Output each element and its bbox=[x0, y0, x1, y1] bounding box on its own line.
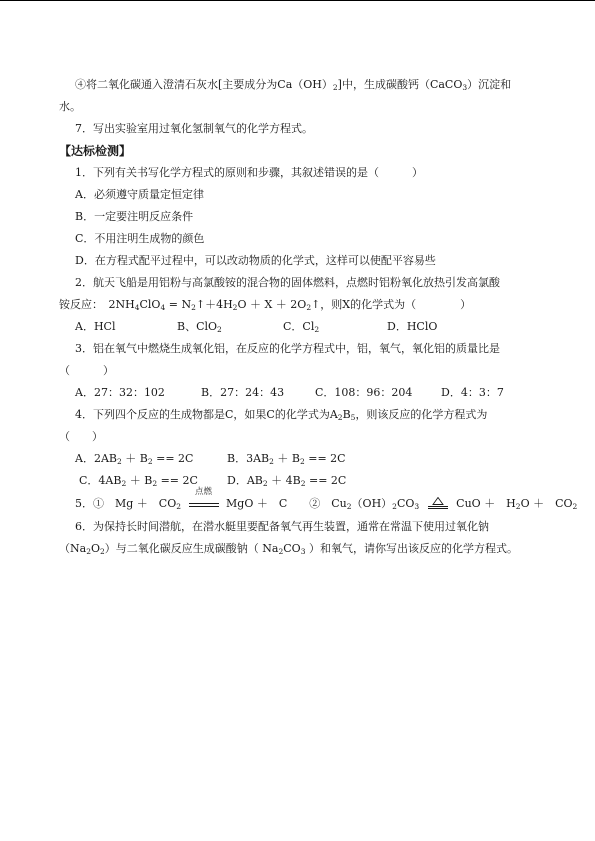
question-1: 1．下列有关书写化学方程式的原则和步骤，其叙述错误的是（ ） bbox=[75, 166, 423, 179]
question-3-line1: 3．铝在氧气中燃烧生成氧化铝，在反应的化学方程式中，铝，氧气，氧化铝的质量比是 bbox=[75, 342, 500, 355]
question-1-option-a: A．必须遵守质量定恒定律 bbox=[75, 188, 204, 201]
question-4-line1: 4．下列四个反应的生成物都是C，如果C的化学式为$A_2B_5$，则该反应的化学方程式为 bbox=[75, 408, 488, 422]
question-4-option-a: A．$2AB_2 + B_2 == 2C$ bbox=[75, 452, 194, 466]
question-3-option-a: A．27：32：102 bbox=[75, 386, 165, 399]
question-3-line2: （ ） bbox=[59, 364, 114, 377]
question-2-line1: 2．航天飞船是用铝粉与高氯酸铵的混合物的固体燃料，点燃时铝粉氧化放热引发高氯酸 bbox=[75, 276, 500, 289]
section-heading: 【达标检测】 bbox=[59, 144, 132, 158]
question-6-line1: 6．为保持长时间潜航，在潜水艇里要配备氧气再生装置，通常在常温下使用过氧化钠 bbox=[75, 520, 489, 533]
text-line-item4: ④将二氧化碳通入澄清石灰水[主要成分为$Ca(OH)_2$]中，生成碳酸钙（CaCO$_3$）沉淀和 bbox=[75, 78, 512, 92]
question-2-option-c: C．$Cl_2$ bbox=[283, 320, 320, 334]
page-top-rule bbox=[0, 0, 595, 1]
double-line-sign bbox=[189, 503, 219, 507]
question-1-option-d: D．在方程式配平过程中，可以改动物质的化学式，这样可以使配平容易些 bbox=[75, 254, 436, 267]
question-3-option-c: C．108：96：204 bbox=[315, 386, 413, 399]
question-2-option-a: A．HCl bbox=[75, 320, 116, 333]
question-6-line2: $(Na_2O_2)$与二氧化碳反应生成碳酸钠（ $Na_2CO_3$ ）和氧气，请你写出该反应的化学方程式。 bbox=[59, 542, 518, 556]
question-7: 7．写出实验室用过氧化氢制氧气的化学方程式。 bbox=[75, 122, 313, 135]
question-4-option-b: B．$3AB_2 + B_2 == 2C$ bbox=[227, 452, 346, 466]
question-1-option-c: C．不用注明生成物的颜色 bbox=[75, 232, 205, 245]
question-3-option-d: D．4：3：7 bbox=[441, 386, 504, 399]
question-2-line2: 铵反应： $2NH_4ClO_4$ = $N_2↑+4H_2O + X$ ＋ $2O_2↑$，则X的化学式为（ ） bbox=[59, 298, 472, 312]
question-3-option-b: B．27：24：43 bbox=[201, 386, 285, 399]
text-line-item4-cont: 水。 bbox=[59, 100, 81, 113]
question-2-option-d: D．HClO bbox=[387, 320, 438, 333]
ignite-condition-sign: 点燃 bbox=[189, 497, 219, 507]
heating-triangle-icon bbox=[427, 497, 449, 509]
question-4-line2: （ ） bbox=[59, 430, 103, 443]
question-2-option-b: B、ClO$_2$ bbox=[177, 320, 222, 334]
question-4-option-c: C．$4AB_2 + B_2 == 2C$ bbox=[79, 474, 198, 488]
question-5: 5．① Mg ＋ $CO_2$ 点燃 MgO ＋ C ② $Cu_2(OH)_2CO_3$ CuO ＋ $H_2O$ ＋ $CO_2$ bbox=[75, 487, 578, 511]
question-4-option-d: D．$AB_2 + 4B_2 == 2C$ bbox=[227, 474, 347, 488]
question-1-option-b: B．一定要注明反应条件 bbox=[75, 210, 194, 223]
